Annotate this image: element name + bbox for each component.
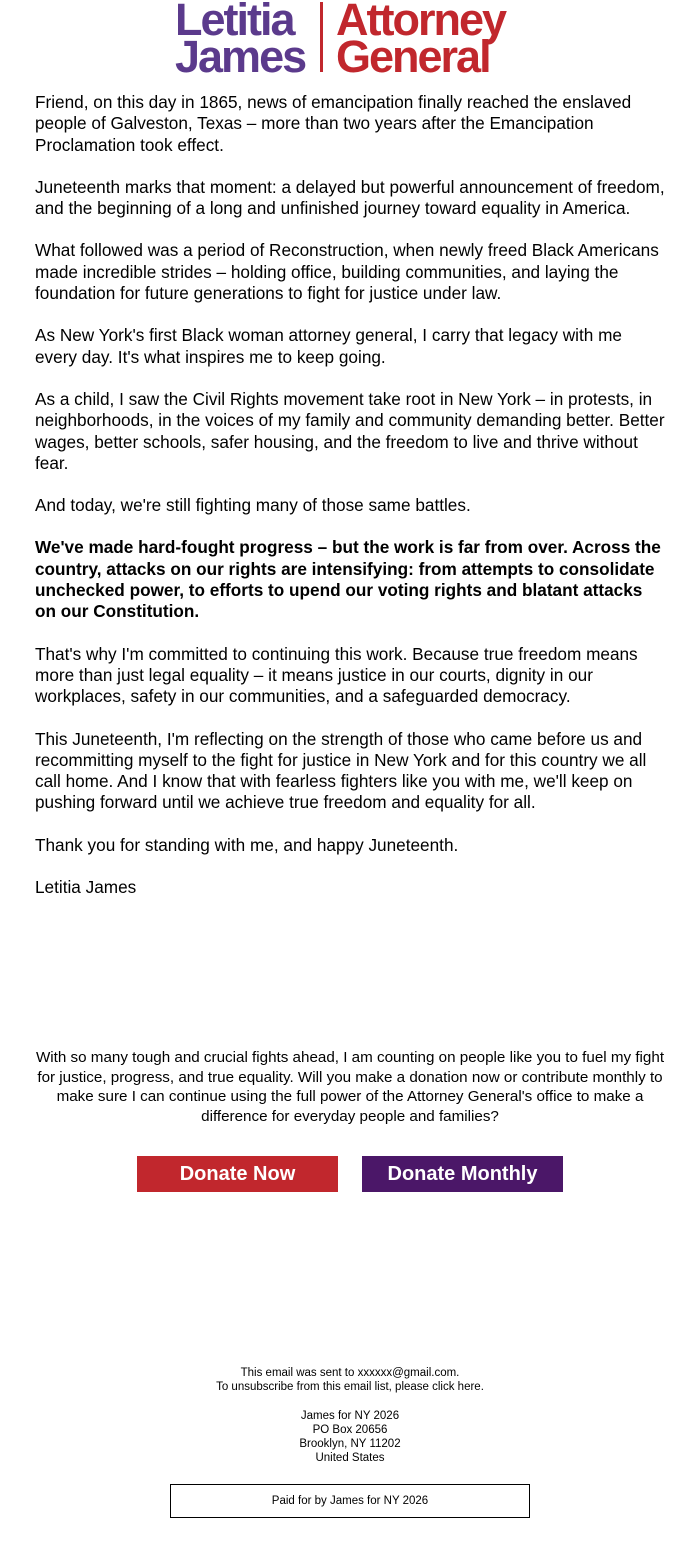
footer-city: Brooklyn, NY 11202 <box>299 1438 401 1451</box>
footer-po-box: PO Box 20656 <box>312 1423 388 1436</box>
logo <box>0 0 700 80</box>
letter-paragraph: Friend, on this day in 1865, news of emancipation finally reached the enslaved people of Galveston, Texas – more than two years after the Emancipation Proclamation took effect. <box>35 92 632 155</box>
recipient-email-link[interactable]: xxxxxx@gmail.com <box>357 1367 457 1379</box>
letter-paragraph: As New York's first Black woman attorney general, I carry that legacy with me every day. It's what inspires me to keep going. <box>35 325 622 367</box>
logo-first-name: Letitia <box>175 0 294 45</box>
letter-paragraph: As a child, I saw the Civil Rights movement take root in New York – in protests, in neighborhoods, in the voices of my family and community demanding better. Better wages, better schools, safer housing, and the freedom to live and thrive without fear. <box>35 388 665 473</box>
donate-now-button[interactable]: Donate Now <box>137 1156 338 1192</box>
letter-paragraph: What followed was a period of Reconstruction, when newly freed Black Americans made incredible strides – holding office, building communities, and laying the foundation for future generations to fight for justice under law. <box>35 240 659 304</box>
donation-appeal: With so many tough and crucial fights ahead, I am counting on people like you to fuel my fight for justice, progress, and true equality. Will you make a donation now or contribute monthly to make sure I can continue using the full power of the Attorney General's office to make a difference for everyday people and families? <box>35 1049 665 1125</box>
signature: Letitia James <box>35 877 137 898</box>
logo-last-name: James <box>175 31 306 82</box>
letter-paragraph: That's why I'm committed to continuing this work. Because true freedom means more than just legal equality – it means justice in our courts, dignity in our workplaces, safety in our communities, and a safeguarded democracy. <box>35 643 638 707</box>
logo-title-line2: General <box>336 31 490 82</box>
paid-for-disclaimer: Paid for by James for NY 2026 <box>170 1484 530 1518</box>
letter-body <box>35 92 667 919</box>
letter-paragraph: And today, we're still fighting many of those same battles. <box>35 495 471 516</box>
sent-to-line: This email was sent to xxxxxx@gmail.com. <box>240 1367 460 1379</box>
footer-country: United States <box>315 1452 385 1465</box>
unsubscribe-link[interactable]: To unsubscribe from this email list, please click here. <box>216 1381 484 1394</box>
letter-paragraph: Thank you for standing with me, and happy Juneteenth. <box>35 834 459 855</box>
letter-paragraph-bold: We've made hard-fought progress – but the work is far from over. Across the country, attacks on our rights are intensifying: from attempts to consolidate unchecked power, to efforts to upend our voting rights and blatant attacks on our Constitution. <box>35 537 661 622</box>
footer <box>0 1366 700 1466</box>
letter-paragraph: This Juneteenth, I'm reflecting on the strength of those who came before us and recommitting myself to the fight for justice in New York and for this country we all call home. And I know that with fearless fighters like you with me, we'll keep on pushing forward until we achieve true freedom and equality for all. <box>35 728 647 813</box>
footer-org-name: James for NY 2026 <box>300 1409 400 1422</box>
donate-monthly-button[interactable]: Donate Monthly <box>362 1156 563 1192</box>
logo-title-line1: Attorney <box>336 0 506 45</box>
letter-paragraph: Juneteenth marks that moment: a delayed but powerful announcement of freedom, and the beginning of a long and unfinished journey toward equality in America. <box>35 176 665 219</box>
logo-divider <box>320 2 323 72</box>
